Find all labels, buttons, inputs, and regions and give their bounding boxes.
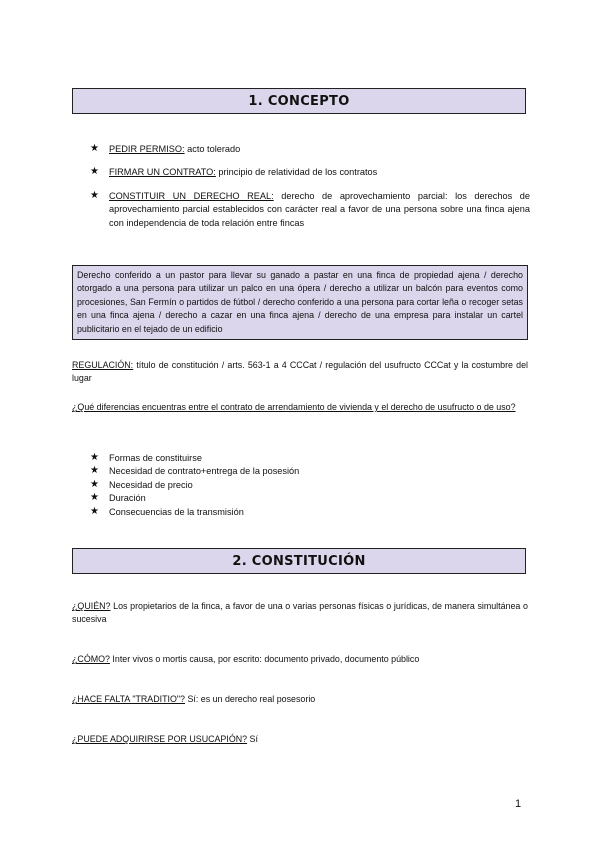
como-text: Inter vivos o mortis causa, por escrito: documento privado, documento público [109, 654, 420, 664]
list-item [90, 144, 530, 154]
star-icon: ★ [90, 505, 99, 517]
list-item [90, 190, 530, 230]
examples-text: Derecho conferido a un pastor para llevar su ganado a pastar en una finca de propiedad ajena / derecho otorgado a una persona para utilizar un palco en una ópera / derecho a utilizar un balcón para eventos como procesiones, San Fermín o partidos de fútbol / derecho conferido a una persona para cortar leña o recoger setas en una finca ajena / derecho a cazar en una finca ajena / derecho de una empresa para instalar un cartel publicitario en el tejado de un edificio [77, 270, 523, 334]
como-label: ¿CÓMO? [72, 654, 110, 664]
difference-text: Formas de constituirse [109, 453, 202, 463]
concept-list [90, 144, 530, 230]
item-label: CONSTITUIR UN DERECHO REAL: [109, 191, 274, 201]
page-number: 1 [515, 798, 522, 810]
usucapion-label: ¿PUEDE ADQUIRIRSE POR USUCAPIÓN? [72, 734, 248, 744]
regulation-paragraph [72, 359, 528, 386]
item-text: derecho de aprovechamiento parcial: los derechos de aprovechamiento parcial establecidos con carácter real a favor de una persona sobre una finca ajena con independencia de toda relación entre fincas [109, 191, 530, 228]
traditio-text: Sí: es un derecho real posesorio [184, 694, 316, 704]
quien-text: Los propietarios de la finca, a favor de una o varias personas físicas o jurídicas, de manera simultánea o sucesiva [72, 601, 528, 625]
star-icon: ★ [90, 190, 99, 201]
star-icon: ★ [90, 166, 99, 177]
section-title-text: 1. CONCEPTO [248, 93, 350, 109]
star-icon: ★ [90, 452, 99, 463]
list-item [90, 479, 530, 492]
list-item [90, 465, 530, 478]
difference-text: Consecuencias de la transmisión [109, 506, 244, 517]
regulation-text: título de constitución / arts. 563-1 a 4 CCCat / regulación del usufructo CCCat y la costumbre del lugar [72, 360, 528, 384]
como-paragraph [72, 653, 528, 666]
section-title-concepto [72, 88, 526, 114]
differences-list [90, 452, 530, 519]
regulation-label: REGULACIÓN: [72, 360, 134, 370]
list-item [90, 492, 530, 505]
difference-text: Duración [109, 493, 146, 504]
item-text: acto tolerado [184, 144, 241, 154]
item-text: principio de relatividad de los contratos [215, 167, 378, 177]
traditio-label: ¿HACE FALTA "TRADITIO"? [72, 694, 185, 704]
list-item [90, 452, 530, 465]
question-text: ¿Qué diferencias encuentras entre el contrato de arrendamiento de vivienda y el derecho de usufructo o de uso? [72, 402, 516, 412]
list-item [90, 167, 530, 177]
section-title-text: 2. CONSTITUCIÓN [232, 553, 366, 569]
star-icon: ★ [90, 492, 99, 504]
usucapion-text: Sí [247, 734, 258, 744]
examples-box [72, 265, 528, 340]
item-label: FIRMAR UN CONTRATO: [109, 167, 216, 177]
star-icon: ★ [90, 143, 99, 154]
star-icon: ★ [90, 478, 99, 490]
list-item [90, 506, 530, 519]
quien-label: ¿QUIÉN? [72, 601, 111, 611]
quien-paragraph [72, 600, 528, 627]
item-label: PEDIR PERMISO: [109, 144, 185, 154]
traditio-paragraph [72, 693, 528, 706]
difference-text: Necesidad de contrato+entrega de la posesión [109, 466, 300, 477]
usucapion-paragraph [72, 733, 528, 746]
question-paragraph [72, 401, 528, 414]
section-title-constitucion [72, 548, 526, 574]
difference-text: Necesidad de precio [109, 479, 193, 490]
star-icon: ★ [90, 465, 99, 477]
